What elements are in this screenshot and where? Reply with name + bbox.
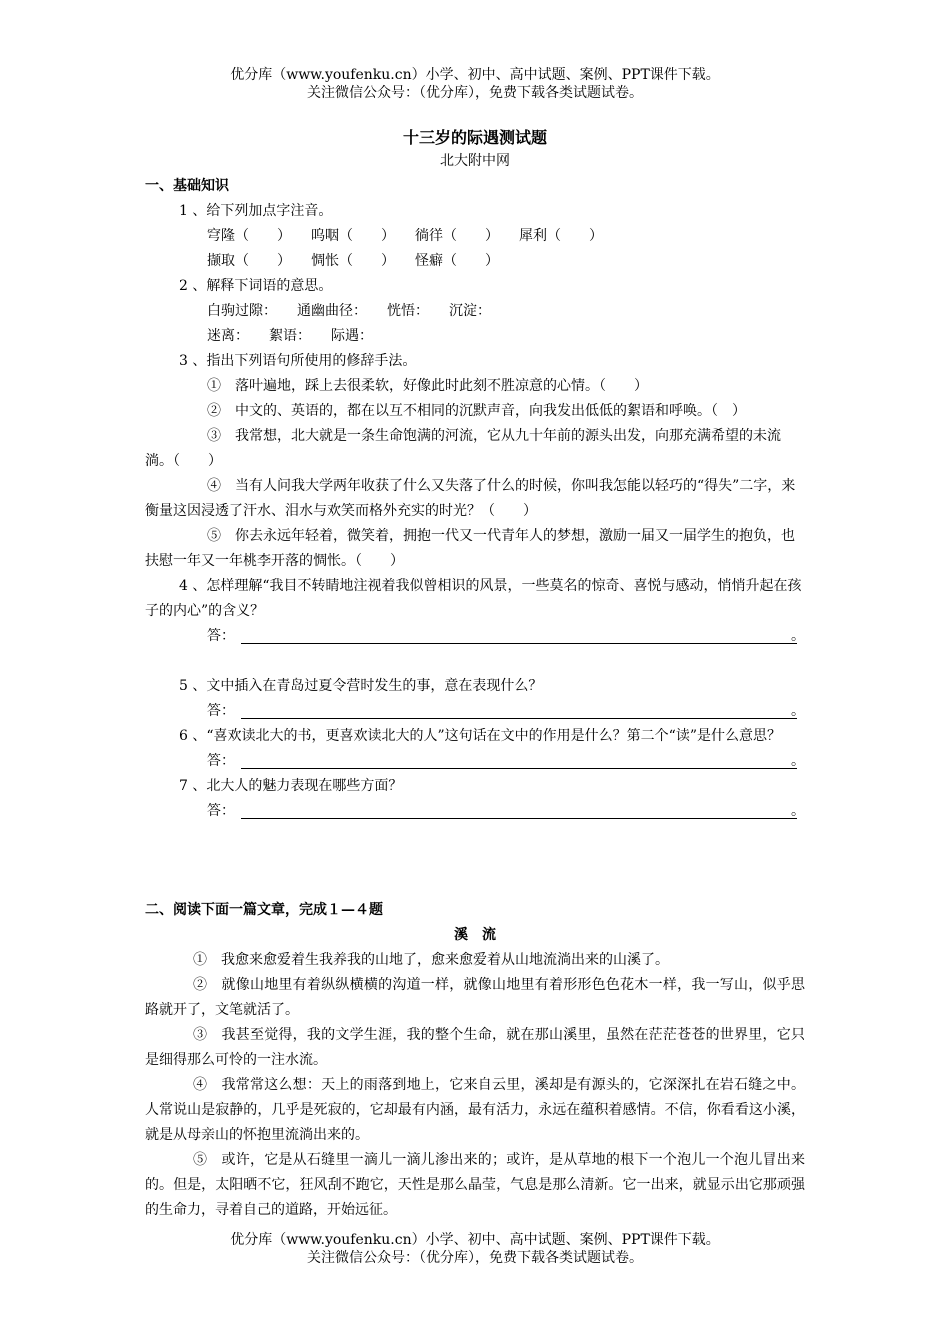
rhetoric-item-5: ⑤ 你去永远年轻着，微笑着，拥抱一代又一代青年人的梦想，激励一届又一届学生的抱负，也扶慰一年又一年桃李开落的惆怅。（ ） bbox=[145, 528, 795, 569]
footer-line-1: 优分库（www.youfenku.cn）小学、初中、高中试题、案例、PPT课件下载。 bbox=[230, 1232, 720, 1248]
answer-line-6 bbox=[145, 749, 805, 774]
answer-blank[interactable] bbox=[241, 768, 797, 769]
question-6-prompt: 6 、“喜欢读北大的书，更喜欢读北大的人”这句话在文中的作用是什么？第二个“读”是什么意思？ bbox=[179, 728, 781, 744]
answer-label: 答： bbox=[207, 803, 235, 819]
answer-label: 答： bbox=[207, 753, 235, 769]
pinyin-row-1 bbox=[145, 224, 805, 249]
page-header bbox=[0, 66, 950, 102]
article-paragraph-5: ⑤ 或许，它是从石缝里一滴儿一滴儿渗出来的；或许，是从草地的根下一个泡儿一个泡儿冒出来的。但是，太阳晒不它，狂风刮不跑它，天性是那么晶莹，气息是那么清新。它一出来，就显示出它那顽强的生命力，寻着自己的道路，开始远征。 bbox=[145, 1152, 805, 1218]
pinyin-item: 穹隆（ ） bbox=[207, 228, 291, 244]
question-2-prompt: 2 、解释下词语的意思。 bbox=[179, 278, 333, 294]
document-source: 北大附中网 bbox=[440, 153, 510, 169]
pinyin-item: 徜徉（ ） bbox=[415, 228, 499, 244]
answer-label: 答： bbox=[207, 628, 235, 644]
answer-blank[interactable] bbox=[241, 643, 797, 644]
vocab-item: 恍悟： bbox=[387, 303, 429, 319]
pinyin-item: 撷取（ ） bbox=[207, 253, 291, 269]
question-5-prompt: 5 、文中插入在青岛过夏令营时发生的事，意在表现什么？ bbox=[179, 678, 543, 694]
part-two bbox=[145, 898, 805, 1223]
answer-end: 。 bbox=[791, 628, 805, 644]
pinyin-item: 呜咽（ ） bbox=[311, 228, 395, 244]
article-paragraph-1: ① 我愈来愈爱着生我养我的山地了，愈来愈爱着从山地流淌出来的山溪了。 bbox=[193, 952, 669, 968]
document-title: 十三岁的际遇测试题 bbox=[402, 128, 547, 147]
vocab-row-1 bbox=[145, 299, 805, 324]
section-heading: 一、基础知识 bbox=[145, 178, 229, 194]
page-footer bbox=[0, 1231, 950, 1267]
answer-end: 。 bbox=[791, 753, 805, 769]
rhetoric-item-4: ④ 当有人问我大学两年收获了什么又失落了什么的时候，你叫我怎能以轻巧的“得失”二字，来衡量这因浸透了汗水、泪水与欢笑而格外充实的时光？（ ） bbox=[145, 478, 796, 519]
footer-line-2: 关注微信公众号：（优分库），免费下载各类试题试卷。 bbox=[307, 1250, 643, 1266]
answer-end: 。 bbox=[791, 703, 805, 719]
vocab-item: 际遇： bbox=[331, 328, 373, 344]
question-7-prompt: 7 、北大人的魅力表现在哪些方面？ bbox=[179, 778, 403, 794]
answer-end: 。 bbox=[791, 803, 805, 819]
article-title: 溪 流 bbox=[454, 927, 496, 943]
vocab-row-2 bbox=[145, 324, 805, 349]
question-3-prompt: 3 、指出下列语句所使用的修辞手法。 bbox=[179, 353, 417, 369]
question-1-prompt: 1 、给下列加点字注音。 bbox=[179, 203, 333, 219]
answer-label: 答： bbox=[207, 703, 235, 719]
rhetoric-item-1: ① 落叶遍地，踩上去很柔软，好像此时此刻不胜凉意的心情。（ ） bbox=[207, 378, 648, 394]
vocab-item: 沉淀： bbox=[449, 303, 491, 319]
section-heading-2: 二、阅读下面一篇文章，完成１—４题 bbox=[145, 902, 383, 918]
article-paragraph-3: ③ 我甚至觉得，我的文学生涯，我的整个生命，就在那山溪里，虽然在茫茫苍苍的世界里，它只是细得那么可怜的一注水流。 bbox=[145, 1027, 805, 1068]
answer-blank[interactable] bbox=[241, 718, 797, 719]
pinyin-item: 犀利（ ） bbox=[519, 228, 603, 244]
part-one bbox=[145, 174, 805, 824]
vocab-item: 通幽曲径： bbox=[297, 303, 367, 319]
article-paragraph-4: ④ 我常常这么想：天上的雨落到地上，它来自云里，溪却是有源头的，它深深扎在岩石缝之中。人常说山是寂静的，几乎是死寂的，它却最有内涵，最有活力，永远在蕴积着感情。不信，你看看这小溪，就是从母亲山的怀抱里流淌出来的。 bbox=[145, 1077, 805, 1143]
vocab-item: 白驹过隙： bbox=[207, 303, 277, 319]
answer-line-4 bbox=[145, 624, 805, 649]
pinyin-item: 怪癖（ ） bbox=[415, 253, 499, 269]
rhetoric-item-3: ③ 我常想，北大就是一条生命饱满的河流，它从九十年前的源头出发，向那充满希望的未流淌。（ ） bbox=[145, 428, 781, 469]
rhetoric-item-2: ② 中文的、英语的，都在以互不相同的沉默声音，向我发出低低的絮语和呼唤。（ ） bbox=[207, 403, 746, 419]
pinyin-row-2 bbox=[145, 249, 805, 274]
vocab-item: 絮语： bbox=[269, 328, 311, 344]
header-line-2: 关注微信公众号：（优分库），免费下载各类试题试卷。 bbox=[307, 85, 643, 101]
spacer bbox=[145, 649, 805, 674]
article-paragraph-2: ② 就像山地里有着纵纵横横的沟道一样，就像山地里有着形形色色花木一样，我一写山，似乎思路就开了，文笔就活了。 bbox=[145, 977, 805, 1018]
question-4-prompt: 4 、怎样理解“我目不转睛地注视着我似曾相识的风景，一些莫名的惊奇、喜悦与感动，悄悄升起在孩子的内心”的含义？ bbox=[145, 578, 802, 619]
answer-line-5 bbox=[145, 699, 805, 724]
pinyin-item: 惆怅（ ） bbox=[311, 253, 395, 269]
answer-line-7 bbox=[145, 799, 805, 824]
vocab-item: 迷离： bbox=[207, 328, 249, 344]
header-line-1: 优分库（www.youfenku.cn）小学、初中、高中试题、案例、PPT课件下载。 bbox=[230, 67, 720, 83]
answer-blank[interactable] bbox=[241, 818, 797, 819]
